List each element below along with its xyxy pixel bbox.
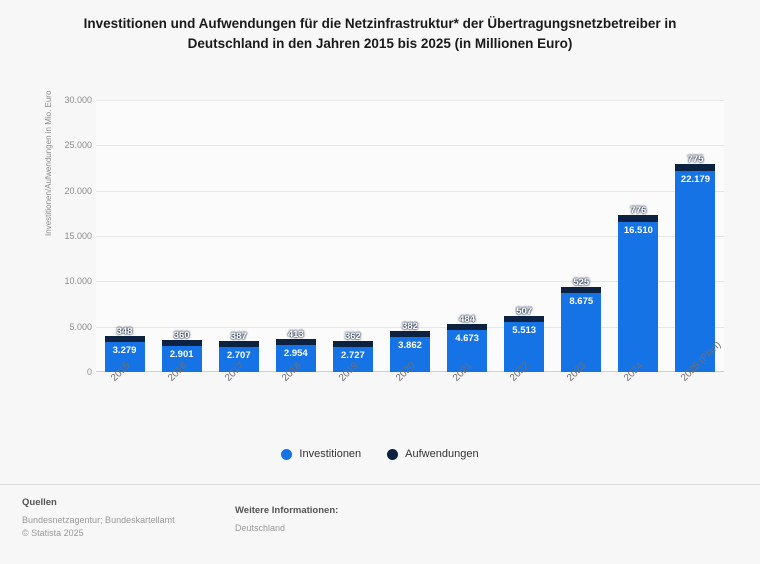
bar-value-label-aufwendungen: 413 — [287, 329, 304, 341]
x-tick-label: 2016 — [165, 360, 190, 384]
more-info-heading: Weitere Informationen: — [235, 505, 339, 516]
y-tick-label: 0 — [86, 367, 92, 377]
legend-label-investitionen: Investitionen — [299, 448, 362, 460]
bar-value-label-investitionen: 4.673 — [455, 332, 479, 344]
sources-line: Bundesnetzagentur; Bundeskartellamt — [22, 515, 175, 525]
copyright-line: © Statista 2025 — [22, 528, 84, 538]
legend-swatch-aufwendungen — [387, 449, 398, 460]
bar-value-label-aufwendungen: 776 — [630, 205, 647, 217]
bar-value-label-investitionen: 2.727 — [341, 350, 365, 362]
chart-footer — [0, 484, 760, 564]
bar-value-label-investitionen: 2.707 — [226, 350, 251, 362]
legend-item-investitionen[interactable] — [281, 448, 361, 460]
y-tick-label: 5.000 — [69, 321, 92, 332]
y-axis-title: Investitionen/Aufwendungen in Mio. Euro — [44, 90, 53, 236]
x-tick-label: 2022 — [508, 360, 532, 384]
y-tick-label: 15.000 — [64, 231, 92, 241]
y-tick-label: 30.000 — [64, 95, 92, 105]
bar-value-label-aufwendungen: 362 — [344, 331, 361, 343]
bar-value-label-aufwendungen: 348 — [116, 326, 133, 338]
x-tick-label: 2017 — [222, 360, 247, 384]
x-tick-label: 2025 (Plan) — [679, 339, 724, 384]
y-tick-label: 25.000 — [64, 140, 92, 151]
bar-value-label-investitionen: 3.279 — [112, 345, 137, 357]
bar-value-label-aufwendungen: 382 — [402, 321, 418, 332]
chart-area — [0, 90, 760, 396]
legend-label-aufwendungen: Aufwendungen — [405, 448, 479, 460]
bar-value-label-investitionen: 8.675 — [569, 296, 594, 308]
x-tick-label: 2019 — [336, 360, 361, 384]
bar-segment-aufwendungen[interactable] — [618, 215, 658, 222]
bar-value-label-investitionen: 22.179 — [680, 173, 710, 185]
bar-value-label-aufwendungen: 525 — [573, 277, 590, 289]
x-tick-label: 2024 — [622, 360, 646, 384]
bar-value-label-investitionen: 2.954 — [283, 348, 308, 360]
bar-segment-aufwendungen[interactable] — [675, 164, 715, 171]
bar-value-label-investitionen: 3.862 — [398, 340, 422, 351]
footer-sources — [22, 497, 175, 540]
y-tick-label: 10.000 — [64, 276, 92, 287]
sources-heading: Quellen — [22, 497, 57, 508]
x-tick-label: 2018 — [279, 360, 304, 384]
page-title: Investitionen und Aufwendungen für die Netzinfrastruktur* der Übertragungsnetzbetreiber in Deutschland in den Jahren 2015 bis 2025 (in Millionen Euro) — [83, 16, 677, 51]
bar-value-label-aufwendungen: 507 — [516, 306, 533, 318]
x-tick-label: 2021 — [451, 360, 475, 384]
bar-value-label-aufwendungen: 775 — [687, 153, 704, 165]
bar-value-label-aufwendungen: 387 — [230, 331, 247, 343]
x-tick-label: 2023 — [565, 360, 589, 384]
bar-value-label-investitionen: 2.901 — [169, 348, 194, 360]
x-tick-label: 2020 — [394, 360, 418, 384]
legend-item-aufwendungen[interactable] — [387, 448, 478, 460]
chart-legend — [0, 448, 760, 460]
bar-value-label-aufwendungen: 360 — [173, 329, 190, 341]
bar-segment-investitionen[interactable] — [675, 171, 715, 372]
footer-more-info — [235, 505, 338, 535]
more-info-line: Deutschland — [235, 523, 286, 533]
x-tick-label: 2015 — [108, 360, 133, 384]
bar-value-label-investitionen: 16.510 — [623, 225, 653, 237]
legend-swatch-investitionen — [281, 449, 292, 460]
bar-value-label-aufwendungen: 484 — [459, 313, 475, 325]
y-tick-label: 20.000 — [64, 185, 92, 196]
bar-segment-investitionen[interactable] — [618, 222, 658, 372]
bar-value-label-investitionen: 5.513 — [512, 325, 537, 337]
bars-container — [96, 100, 724, 372]
